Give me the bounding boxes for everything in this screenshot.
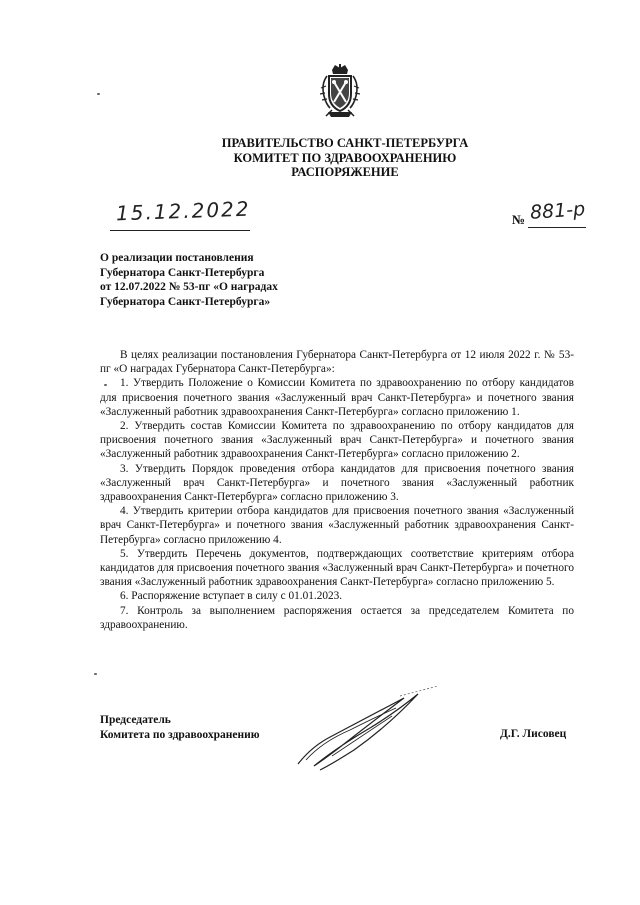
committee-title: КОМИТЕТ ПО ЗДРАВООХРАНЕНИЮ — [233, 150, 457, 165]
scan-speck — [104, 384, 107, 386]
government-title: ПРАВИТЕЛЬСТВО САНКТ-ПЕТЕРБУРГА — [221, 136, 469, 150]
signatory-title — [100, 713, 260, 743]
subject-line: Губернатора Санкт-Петербурга» — [100, 295, 271, 308]
saint-petersburg-coat-of-arms-icon — [318, 64, 362, 120]
handwritten-date: 15.12.2022 — [115, 196, 251, 226]
body-intro: В целях реализации постановления Губернатора Санкт-Петербурга от 12 июля 2022 г. № 53-пг «О наградах Губернатора Санкт-Петербурга»: — [100, 349, 574, 376]
scan-speck — [97, 93, 100, 95]
body-item-6: 6. Распоряжение вступает в силу с 01.01.2023. — [120, 590, 343, 603]
scan-speck — [94, 673, 97, 675]
body-item-5: 5. Утвердить Перечень документов, подтверждающих соответствие критериям отбора кандидатов для присвоения почетного звания «Заслуженный врач Санкт-Петербурга» и почетного звания «Заслуженный работник здравоохранения Санкт-Петербурга» согласно приложению 5. — [100, 547, 574, 589]
handwritten-number: 881-р — [529, 198, 586, 224]
subject-line: от 12.07.2022 № 53-пг «О наградах — [100, 281, 278, 293]
number-label: № — [512, 212, 526, 227]
document-subject — [100, 251, 360, 309]
subject-line: Губернатора Санкт-Петербурга — [100, 266, 265, 279]
body-item-7: 7. Контроль за выполнением распоряжения остается за председателем Комитета по здравоохранению. — [100, 604, 574, 631]
signatory-title-line2: Комитета по здравоохранению — [100, 729, 260, 741]
body-item-1: 1. Утвердить Положение о Комиссии Комитета по здравоохранению по отбору кандидатов для присвоения почетного звания «Заслуженный врач Санкт-Петербурга» и почетного звания «Заслуженный работник здравоохранения Санкт-Петербурга» согласно приложению 1. — [100, 377, 574, 418]
body-item-3: 3. Утвердить Порядок проведения отбора кандидатов для присвоения почетного звания «Заслуженный врач Санкт-Петербурга» и почетного звания «Заслуженный работник здравоохранения Санкт-Петербурга» согласно приложению 3. — [100, 462, 574, 504]
body-item-2: 2. Утвердить состав Комиссии Комитета по здравоохранению по отбору кандидатов для присвоения почетного звания «Заслуженный врач Санкт-Петербурга» и почетного звания «Заслуженный работник здравоохранения Санкт-Петербурга» согласно приложению 2. — [100, 420, 574, 461]
signatory-title-line1: Председатель — [100, 714, 171, 726]
document-header — [160, 136, 530, 180]
signatory-name: Д.Г. Лисовец — [500, 728, 567, 740]
document-type: РАСПОРЯЖЕНИЕ — [291, 165, 399, 179]
handwritten-signature — [292, 686, 442, 772]
subject-line: О реализации постановления — [100, 252, 254, 264]
document-body — [100, 348, 574, 632]
body-item-4: 4. Утвердить критерии отбора кандидатов для присвоения почетного звания «Заслуженный врач Санкт-Петербурга» и почетного звания «Заслуженный работник здравоохранения Санкт-Петербурга» согласно приложению 4. — [100, 505, 574, 546]
